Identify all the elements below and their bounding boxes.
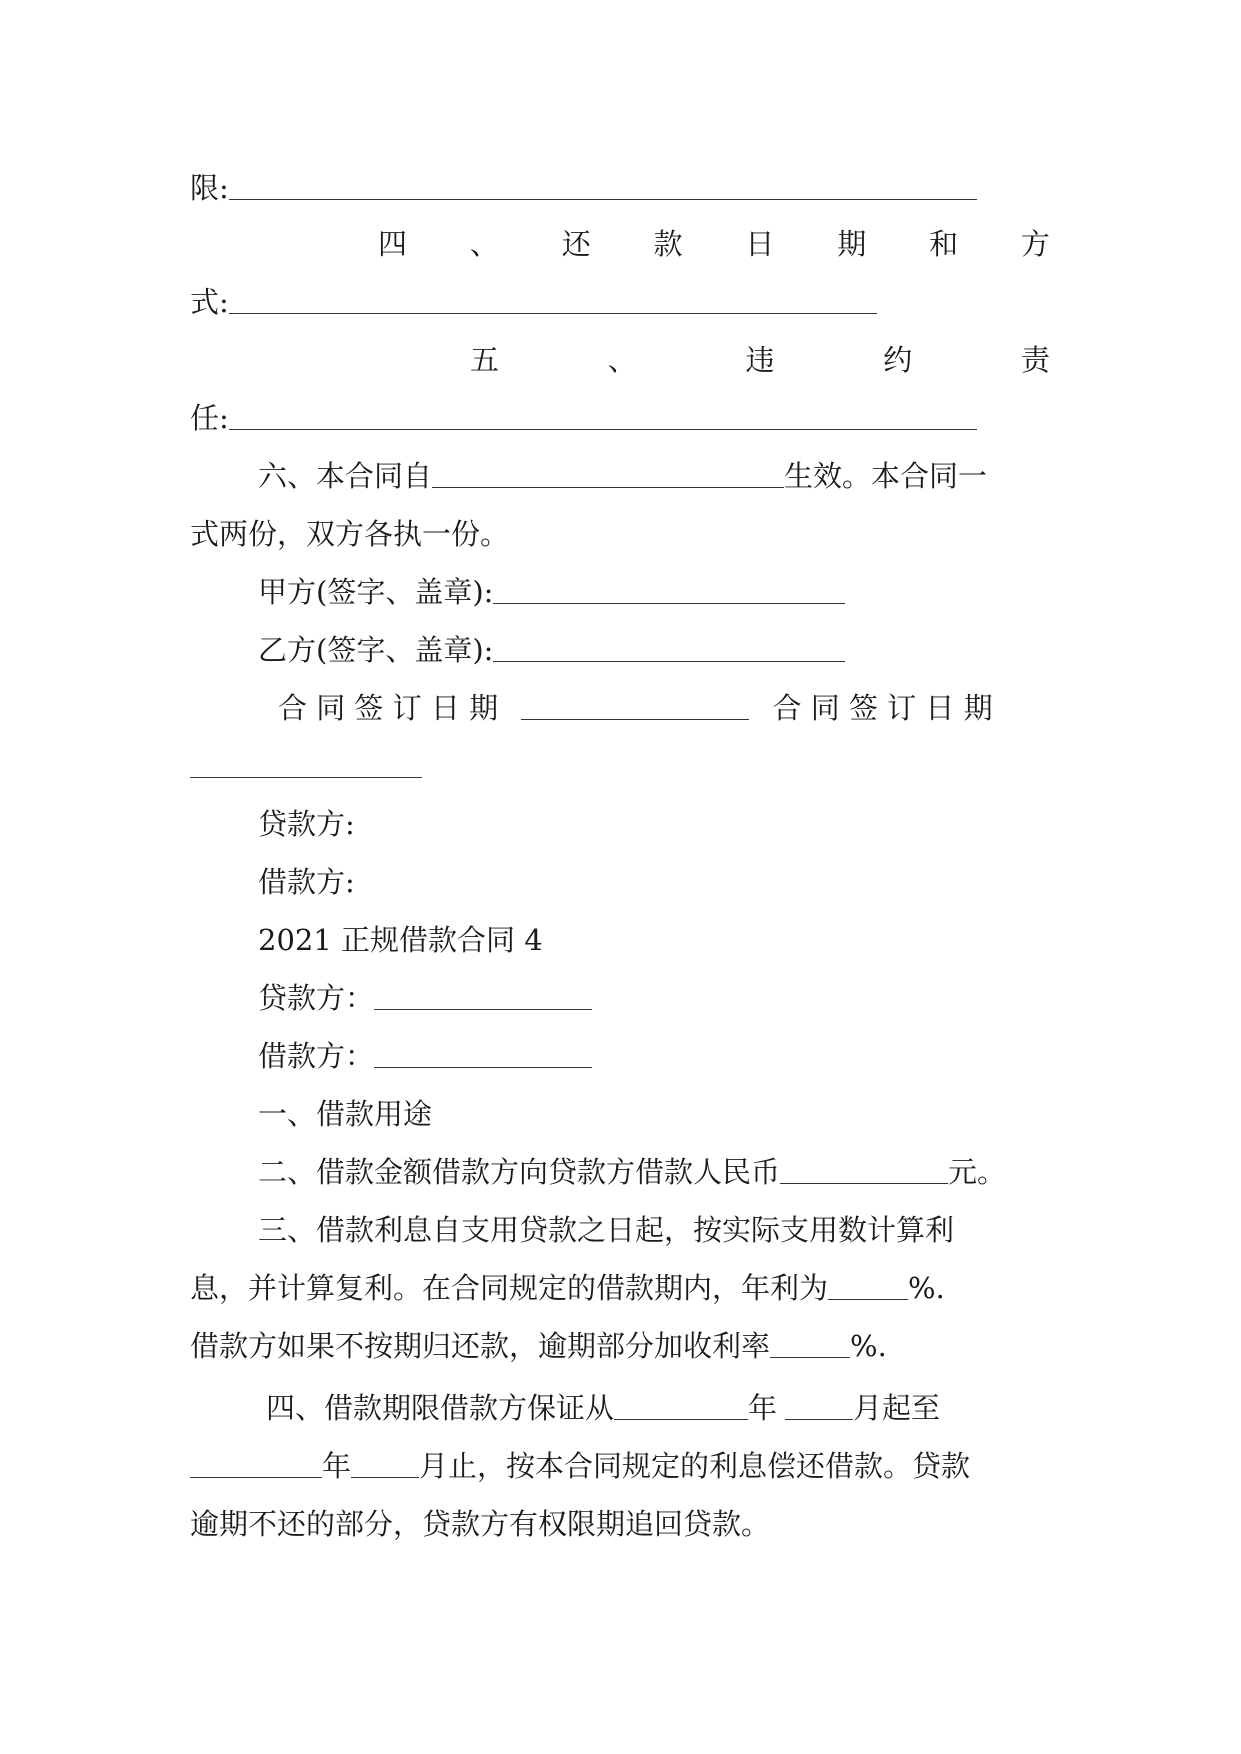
text-line: 年 月止，按本合同规定的利息偿还借款。贷款	[190, 1444, 970, 1488]
blank-underline	[351, 1447, 419, 1478]
borrower-field: 借款方：	[258, 1034, 592, 1078]
party-b-signature: 乙方(签字、盖章):	[258, 628, 845, 672]
blank-underline	[614, 1389, 748, 1420]
blank-underline	[770, 1327, 850, 1358]
text-line: 式两份，双方各执一份。	[190, 517, 510, 551]
text-line: 息，并计算复利。在合同规定的借款期内，年利为 %.	[190, 1271, 945, 1305]
lender-label: 贷款方:	[258, 807, 355, 841]
clause-1: 一、借款用途	[258, 1097, 433, 1131]
blank-underline	[229, 283, 877, 314]
blank-underline	[780, 1153, 948, 1184]
blank-underline	[828, 1269, 908, 1300]
blank-underline	[374, 979, 592, 1010]
blank-underline	[229, 169, 977, 200]
text-line: 借款方如果不按期归还款，逾期部分加收利率 %.	[190, 1329, 887, 1363]
text-line: 六、本合同自 生效。本合同一	[258, 459, 988, 493]
blank-underline	[190, 1447, 322, 1478]
section-heading-liability: 五 、 违 约 责	[470, 343, 1050, 377]
section-heading-repayment: 四 、 还 款 日 期 和 方	[378, 227, 1050, 261]
text-line: 任:	[190, 396, 977, 440]
lender-field: 贷款方：	[258, 976, 592, 1020]
signing-date-line: 合 同 签 订 日 期 合 同 签 订 日 期	[278, 691, 993, 725]
blank-underline	[229, 399, 977, 430]
blank-underline	[190, 747, 422, 778]
contract-title: 2021 正规借款合同 4	[258, 923, 543, 957]
text-line	[190, 166, 977, 210]
blank-underline	[374, 1037, 592, 1068]
text-line	[190, 744, 422, 788]
blank-underline	[432, 457, 784, 488]
term-label: 限:	[190, 171, 229, 205]
blank-underline	[493, 631, 845, 662]
text-line: 逾期不还的部分，贷款方有权限期追回贷款。	[190, 1507, 771, 1541]
blank-underline	[785, 1389, 853, 1420]
blank-underline	[521, 689, 749, 720]
text-line: 式:	[190, 280, 877, 324]
clause-2: 二、借款金额借款方向贷款方借款人民币 元。	[258, 1155, 1007, 1189]
blank-underline	[493, 573, 845, 604]
party-a-signature: 甲方(签字、盖章):	[258, 570, 845, 614]
borrower-label: 借款方:	[258, 865, 355, 899]
clause-3: 三、借款利息自支用贷款之日起，按实际支用数计算利	[258, 1213, 955, 1247]
clause-4: 四、借款期限借款方保证从 年 月起至	[266, 1391, 941, 1425]
